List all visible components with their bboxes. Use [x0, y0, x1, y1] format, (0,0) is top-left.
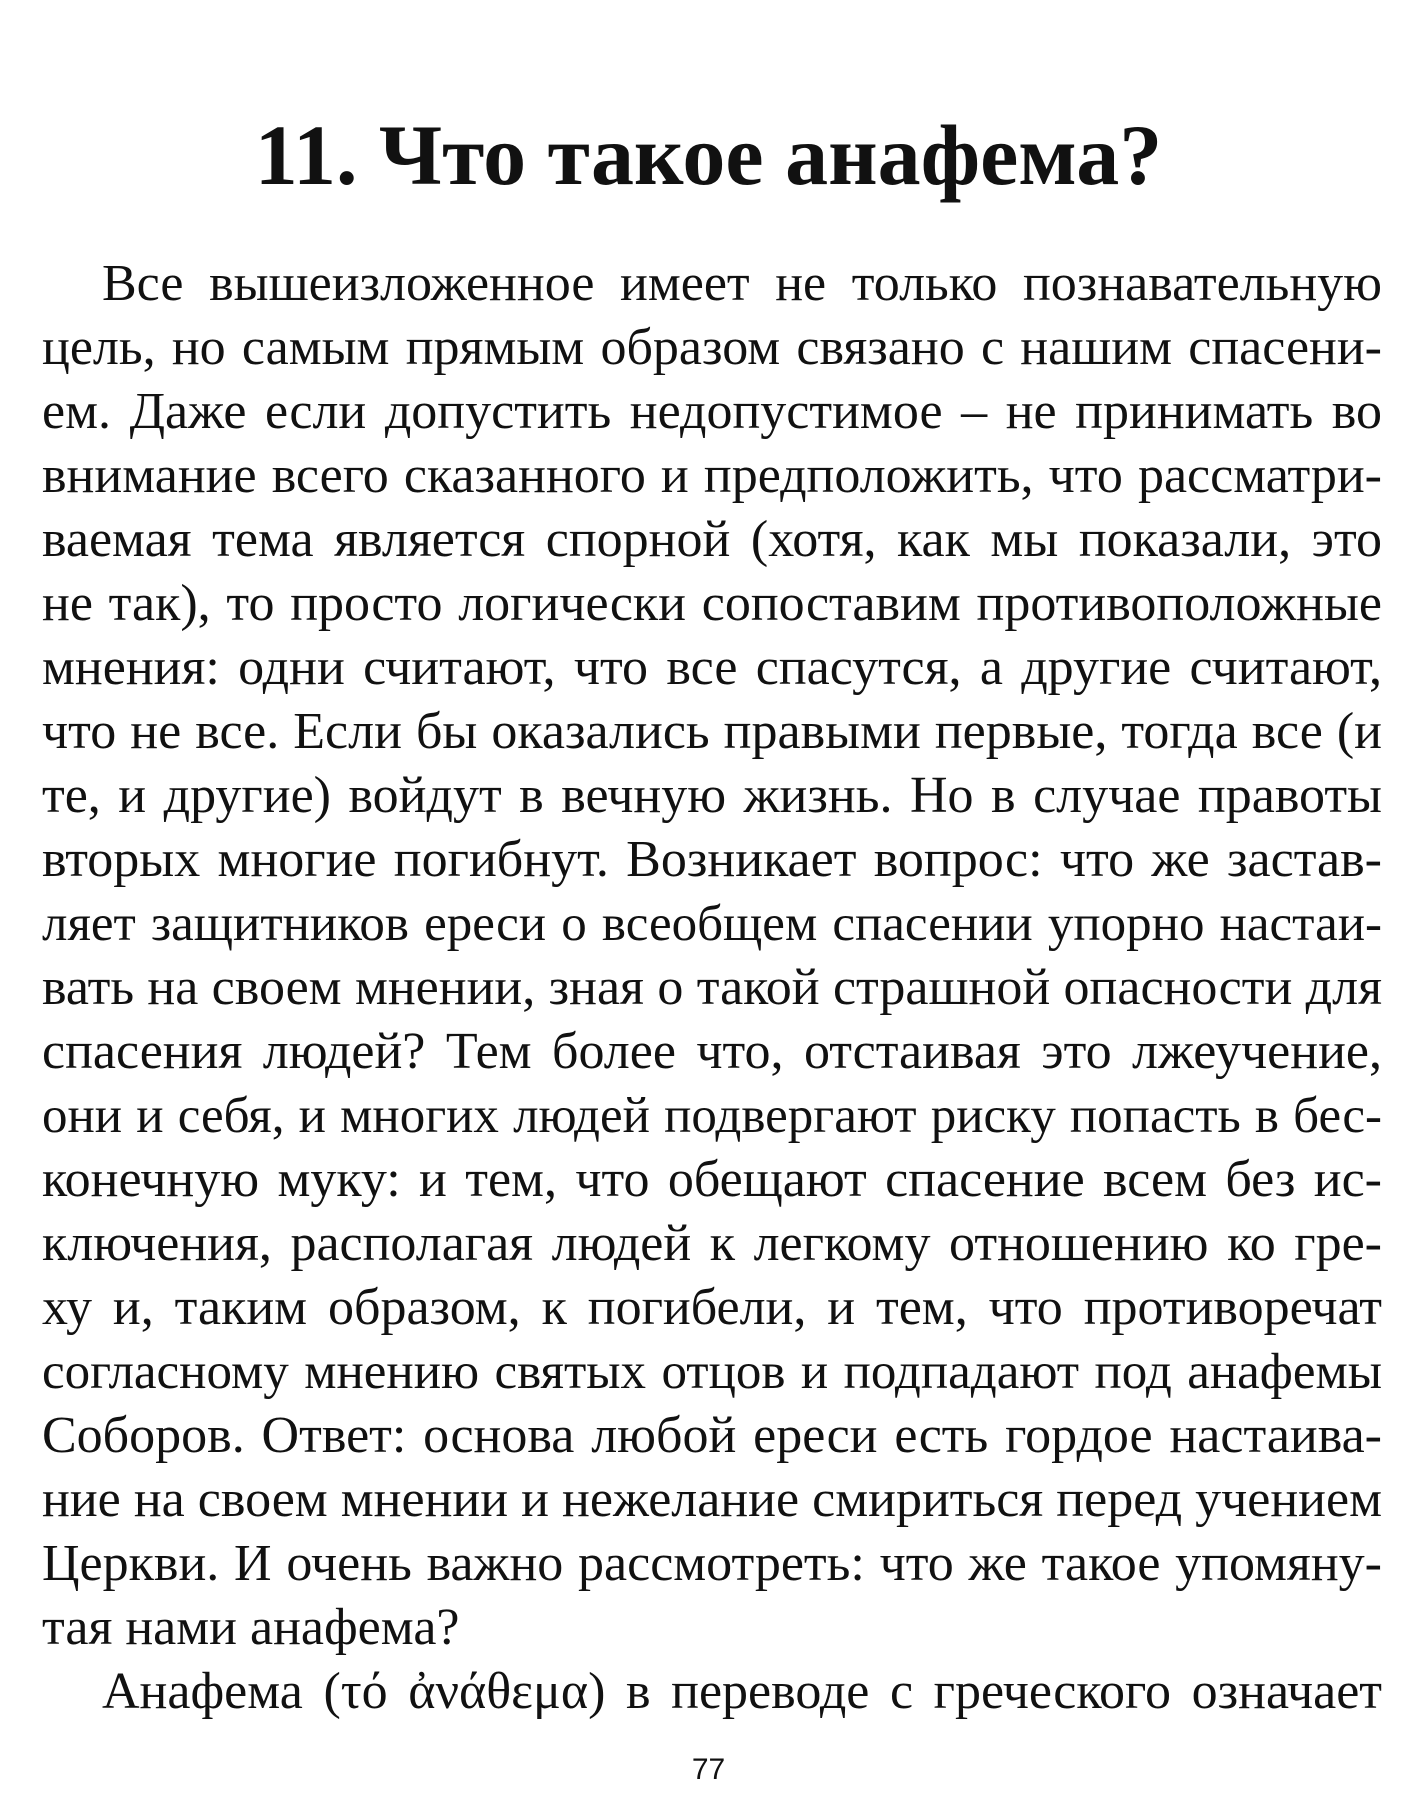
chapter-title: 11. Что такое анафема?	[254, 107, 1163, 203]
text-line: вать на своем мнении, зная о такой страшной опасности для	[42, 959, 1382, 1016]
text-line: они и себя, и многих людей подвергают риску попасть в бес-	[42, 1088, 1382, 1144]
text-line: согласному мнению святых отцов и подпадают под анафемы	[42, 1344, 1382, 1400]
text-line: ляет защитников ереси о всеобщем спасении упорно настаи-	[42, 896, 1382, 952]
text-line: ваемая тема является спорной (хотя, как мы показали, это	[42, 511, 1382, 568]
page-number: 77	[691, 1753, 726, 1786]
text-line: ключения, располагая людей к легкому отношению ко гре-	[42, 1215, 1382, 1272]
text-line: тая нами анафема?	[42, 1599, 460, 1656]
text-line: Анафема (τό ἀνάθεμα) в переводе с греческого означает	[102, 1663, 1382, 1720]
text-line: ху и, таким образом, к погибели, и тем, что противоречат	[42, 1279, 1382, 1336]
body-text	[42, 252, 1382, 1724]
text-line: не так), то просто логически сопоставим противоположные	[42, 575, 1382, 632]
text-line: цель, но самым прямым образом связано с нашим спасени-	[42, 319, 1382, 376]
text-line: Соборов. Ответ: основа любой ереси есть гордое настаива-	[42, 1407, 1382, 1464]
text-line: те, и другие) войдут в вечную жизнь. Но в случае правоты	[42, 767, 1382, 824]
text-line: конечную муку: и тем, что обещают спасение всем без ис-	[42, 1151, 1382, 1208]
text-line: ние на своем мнении и нежелание смириться перед учением	[42, 1471, 1382, 1528]
text-line: мнения: одни считают, что все спасутся, а другие считают,	[42, 639, 1382, 696]
text-line: внимание всего сказанного и предположить, что рассматри-	[42, 447, 1382, 504]
text-line: спасения людей? Тем более что, отстаивая это лжеучение,	[42, 1023, 1382, 1080]
text-line: вторых многие погибнут. Возникает вопрос: что же застав-	[42, 831, 1382, 888]
text-line: что не все. Если бы оказались правыми первые, тогда все (и	[42, 703, 1382, 760]
text-line: ем. Даже если допустить недопустимое – не принимать во	[42, 383, 1382, 440]
text-line: Церкви. И очень важно рассмотреть: что же такое упомяну-	[42, 1535, 1382, 1592]
text-line: Все вышеизложенное имеет не только познавательную	[102, 255, 1382, 312]
